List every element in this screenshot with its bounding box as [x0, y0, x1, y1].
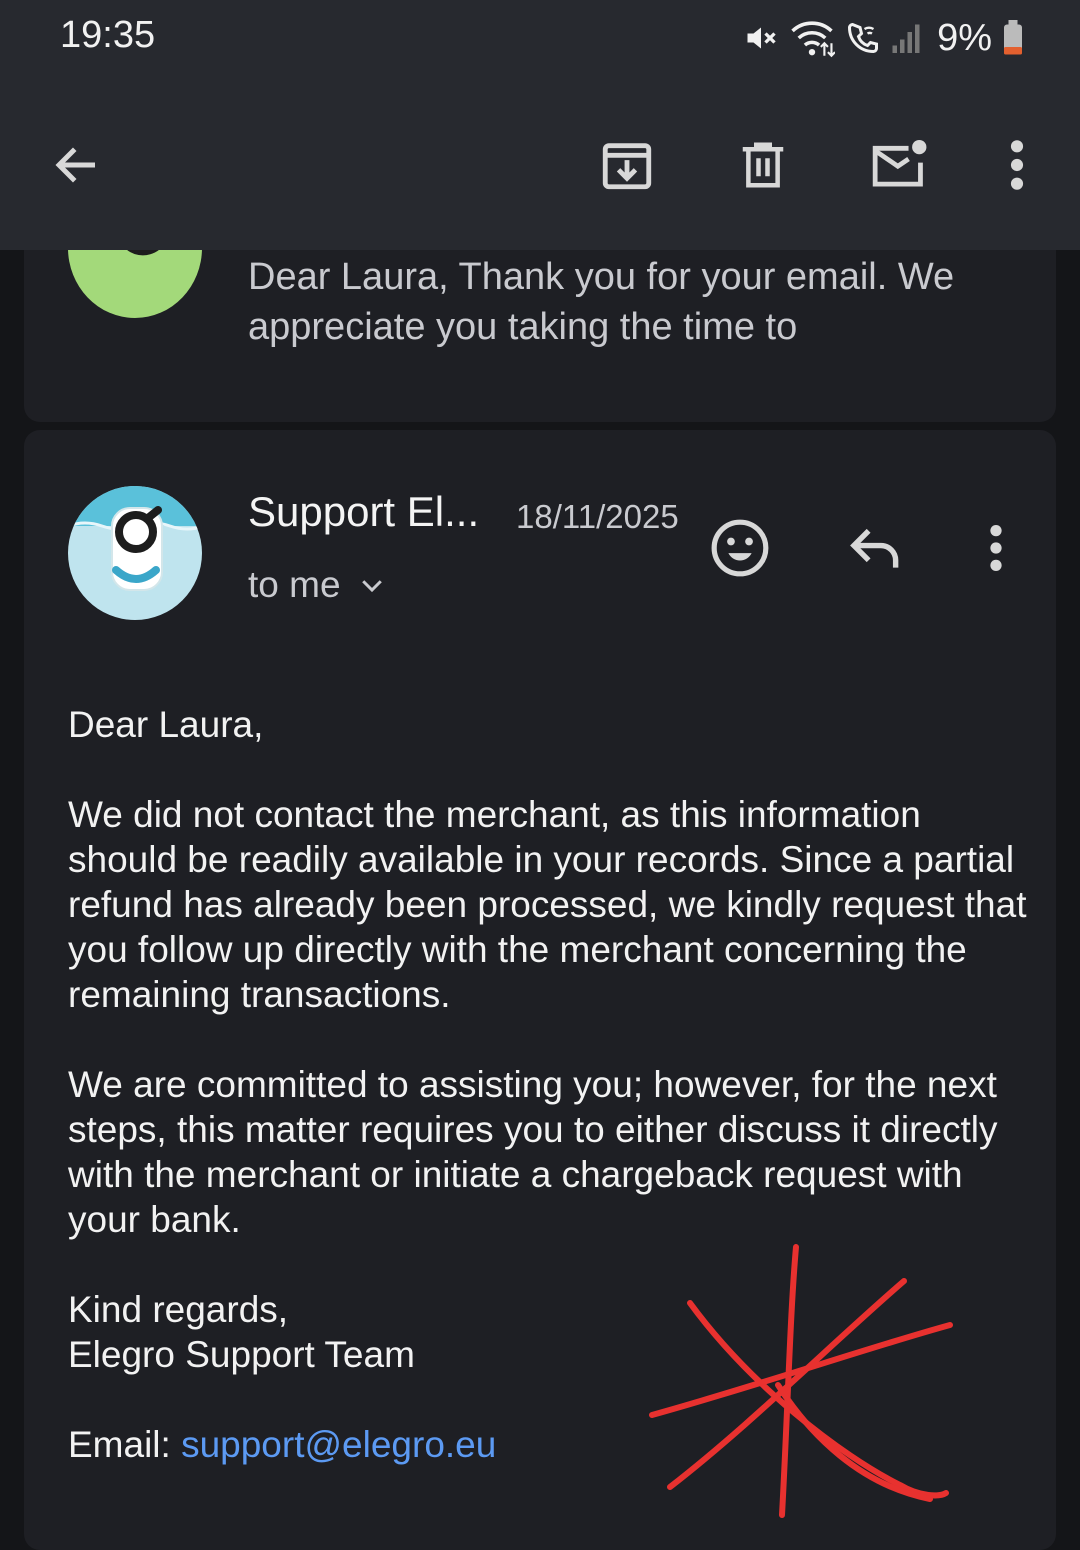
body-paragraph-2: We are committed to assisting you; however, for the next steps, this matter requires you to either discuss it directly with the merchant or initiate a chargeback request with your bank. [68, 1064, 998, 1240]
archive-icon [598, 136, 656, 194]
add-reaction-button[interactable] [700, 508, 780, 588]
support-email-link[interactable]: support@elegro.eu [181, 1424, 497, 1465]
mute-icon [743, 20, 779, 56]
delete-button-overlay[interactable] [718, 120, 808, 210]
signal-icon [891, 21, 921, 55]
battery-icon [1002, 20, 1024, 56]
mark-unread-icon [868, 136, 930, 194]
message-more-button[interactable] [956, 508, 1036, 588]
emoji-icon [709, 517, 771, 579]
back-arrow-icon [50, 138, 104, 192]
greeting: Dear Laura, [68, 704, 264, 745]
wifi-icon [789, 18, 835, 58]
email-label: Email: [68, 1424, 182, 1465]
signature: Elegro Support Team [68, 1334, 415, 1375]
recipient-details-toggle[interactable] [248, 564, 387, 606]
status-time: 19:35 [60, 14, 156, 56]
back-button-overlay[interactable] [32, 120, 122, 210]
wifi-calling-icon [845, 20, 881, 56]
recipient-label: to me [248, 564, 341, 605]
sender-avatar [68, 486, 202, 620]
chevron-down-icon [357, 570, 387, 600]
body-paragraph-1: We did not contact the merchant, as this information should be readily available in your records. Since a partial refund has already been processed, we kindly request that you follow up directly with the merchant concerning the remaining transactions. [68, 794, 1027, 1015]
red-scribble-annotation [640, 1235, 970, 1523]
sender-name: Support El... [248, 488, 480, 535]
status-icons [743, 16, 1024, 60]
more-vert-icon [1007, 137, 1027, 193]
mark-unread-button-overlay[interactable] [854, 120, 944, 210]
archive-button-overlay[interactable] [582, 120, 672, 210]
more-vert-icon [986, 522, 1006, 574]
delete-icon [736, 136, 790, 194]
battery-percent: 9% [937, 16, 992, 59]
status-bar [0, 0, 1080, 80]
closing: Kind regards, [68, 1289, 289, 1330]
more-options-button-overlay[interactable] [972, 120, 1062, 210]
reply-button[interactable] [836, 508, 916, 588]
message-date: 18/11/2025 [516, 498, 679, 535]
previous-message-snippet: Dear Laura, Thank you for your email. We appreciate you taking the time to [248, 256, 955, 348]
reply-icon [846, 521, 906, 575]
